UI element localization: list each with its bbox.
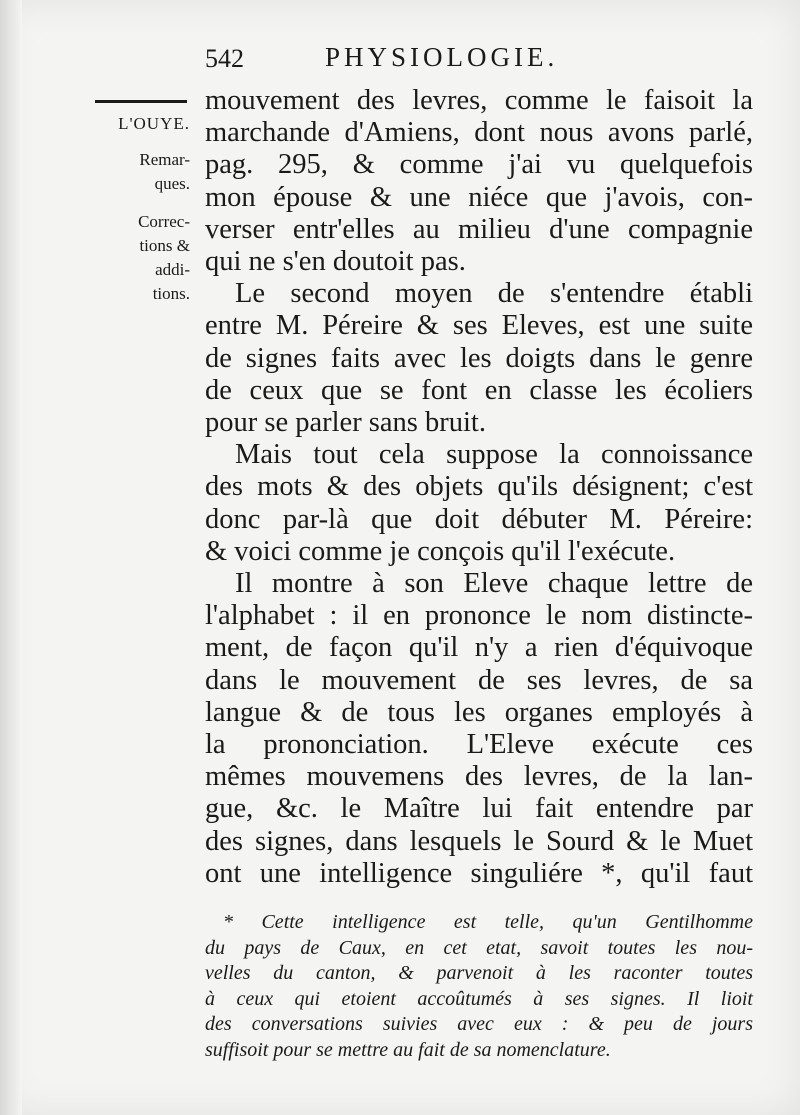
footnote xyxy=(205,910,753,1064)
text-line: ont une intelligence singuliére *, qu'il faut xyxy=(205,857,753,889)
text-line: gue, &c. le Maître lui fait entendre par xyxy=(205,793,753,825)
text-line: la prononciation. L'Eleve exécute ces xyxy=(205,729,753,761)
text-line: dans le mouvement de ses levres, de sa xyxy=(205,664,753,696)
margin-note-remarques xyxy=(90,148,190,196)
text-line: verser entr'elles au milieu d'une compagnie xyxy=(205,213,753,245)
text-line: Mais tout cela suppose la connoissance xyxy=(235,439,753,471)
text-line: entre M. Péreire & ses Eleves, est une suite xyxy=(205,310,753,342)
footnote-line: à ceux qui etoient accoûtumés à ses signes. Il lioit xyxy=(205,987,753,1010)
text-line: qui ne s'en doutoit pas. xyxy=(205,246,466,278)
margin-note-line: ques. xyxy=(154,174,190,193)
text-line: ment, de façon qu'il n'y a rien d'équivoque xyxy=(205,632,753,664)
text-line: Il montre à son Eleve chaque lettre de xyxy=(235,568,753,600)
text-line: marchande d'Amiens, dont nous avons parlé, xyxy=(205,117,753,149)
margin-notes xyxy=(90,112,190,306)
margin-section-title: L'OUYE. xyxy=(118,114,190,133)
text-line: mêmes mouvemens des levres, de la lan- xyxy=(205,761,753,793)
text-line: pag. 295, & comme j'ai vu quelquefois xyxy=(205,149,753,181)
footnote-line: velles du canton, & parvenoit à les raconter toutes xyxy=(205,962,753,985)
margin-note-line: Remar- xyxy=(139,150,190,169)
margin-note-line: Correc- xyxy=(138,212,190,231)
text-line: donc par-là que doit débuter M. Péreire: xyxy=(205,503,753,535)
margin-note-line: tions. xyxy=(152,284,190,303)
text-line: mon épouse & une niéce que j'avois, con- xyxy=(205,181,753,213)
margin-note-line: addi- xyxy=(155,260,190,279)
footnote-line: * Cette intelligence est telle, qu'un Gentilhomme xyxy=(223,911,753,933)
page-number: 542 xyxy=(205,44,244,73)
page-header xyxy=(205,40,750,76)
text-line: pour se parler sans bruit. xyxy=(205,407,486,439)
text-line: de ceux que se font en classe les écoliers xyxy=(205,374,753,406)
text-line: des mots & des objets qu'ils désignent; c'est xyxy=(205,471,753,503)
running-title: PHYSIOLOGIE. xyxy=(325,42,559,72)
margin-rule xyxy=(95,100,187,103)
text-line: mouvement des levres, comme le faisoit la xyxy=(205,85,753,116)
margin-note-line: tions & xyxy=(139,236,190,255)
page-gutter-shadow xyxy=(0,0,22,1115)
text-line: de signes faits avec les doigts dans le genre xyxy=(205,342,753,374)
footnote-line: suffisoit pour se mettre au fait de sa nomenclature. xyxy=(205,1038,611,1061)
margin-note-corrections xyxy=(90,210,190,306)
text-line: Le second moyen de s'entendre établi xyxy=(235,278,753,310)
footnote-line: du pays de Caux, en cet etat, savoit toutes les nou- xyxy=(205,936,753,959)
text-line: des signes, dans lesquels le Sourd & le Muet xyxy=(205,825,753,857)
text-line: langue & de tous les organes employés à xyxy=(205,696,753,728)
main-text xyxy=(205,85,753,890)
footnote-line: des conversations suivies avec eux : & peu de jours xyxy=(205,1013,753,1036)
text-line: l'alphabet : il en prononce le nom distincte- xyxy=(205,600,753,632)
text-line: & voici comme je conçois qu'il l'exécute. xyxy=(205,535,676,567)
